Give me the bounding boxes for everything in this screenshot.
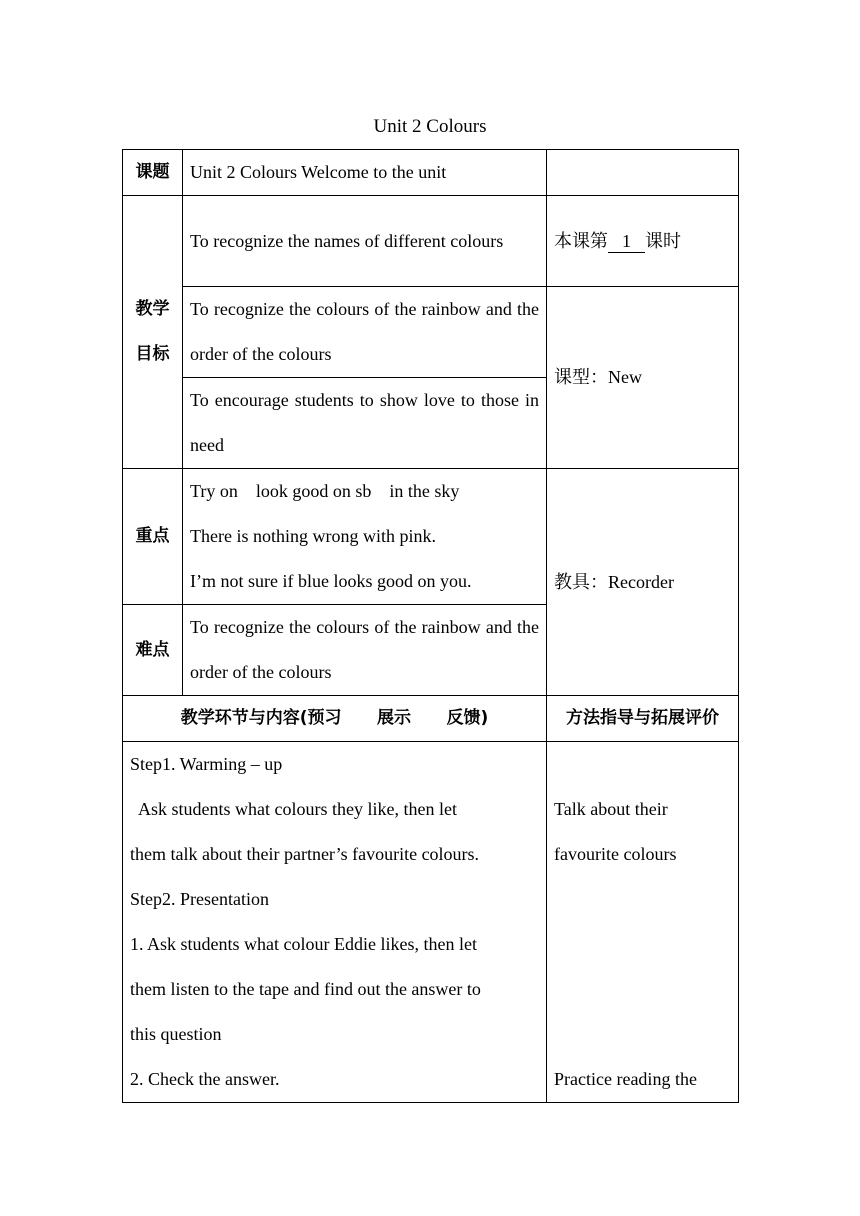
topic-content: Unit 2 Colours Welcome to the unit [183,150,547,196]
step-line-6: them listen to the tape and find out the answer to [130,979,481,999]
note-line-3: Practice reading the [554,1069,697,1089]
difficult-points-label: 难点 [123,605,183,696]
lesson-number-suffix: 课时 [645,230,681,251]
difficult-points-content: To recognize the colours of the rainbow and the order of the colours [183,605,547,696]
step-line-2: Ask students what colours they like, then let [130,799,457,819]
topic-label: 课题 [123,150,183,196]
step-line-5: 1. Ask students what colour Eddie likes, then let [130,934,477,954]
steps-row [123,742,739,1103]
step-line-3: them talk about their partner’s favourite colours. [130,844,480,864]
key-point-line-1: Try on look good on sb in the sky [190,481,460,501]
topic-row [123,150,739,196]
key-points-content [183,469,547,605]
step-line-4: Step2. Presentation [130,889,269,909]
steps-notes [547,742,739,1103]
goal-row-2 [123,287,739,378]
lesson-number-prefix: 本课第 [554,230,608,251]
key-points-row [123,469,739,605]
goals-label-line2: 目标 [135,344,170,364]
goal-row-1 [123,196,739,287]
page-title: Unit 2 Colours [373,116,487,137]
lesson-type: 课型：New [547,287,739,469]
goal-item-1: To recognize the names of different colours [183,196,547,287]
section-header-row [123,696,739,742]
goals-label-line1: 教学 [135,299,170,319]
note-line-1: Talk about their [554,799,668,819]
step-line-7: this question [130,1024,222,1044]
steps-content [123,742,547,1103]
lesson-number-cell [547,196,739,287]
step-line-8: 2. Check the answer. [130,1069,280,1089]
topic-empty-cell [547,150,739,196]
goals-label [123,196,183,469]
teaching-aid: 教具：Recorder [547,469,739,696]
key-point-line-2: There is nothing wrong with pink. [190,526,436,546]
section-header-left: 教学环节与内容(预习 展示 反馈) [123,696,547,742]
section-header-right: 方法指导与拓展评价 [547,696,739,742]
key-point-line-3: I’m not sure if blue looks good on you. [190,571,472,591]
goal-item-3: To encourage students to show love to those in need [183,378,547,469]
note-line-2: favourite colours [554,844,677,864]
lesson-plan-table [122,149,739,1103]
step-line-1: Step1. Warming – up [130,754,283,774]
key-points-label: 重点 [123,469,183,605]
lesson-number: 1 [608,230,645,253]
goal-item-2: To recognize the colours of the rainbow and the order of the colours [183,287,547,378]
